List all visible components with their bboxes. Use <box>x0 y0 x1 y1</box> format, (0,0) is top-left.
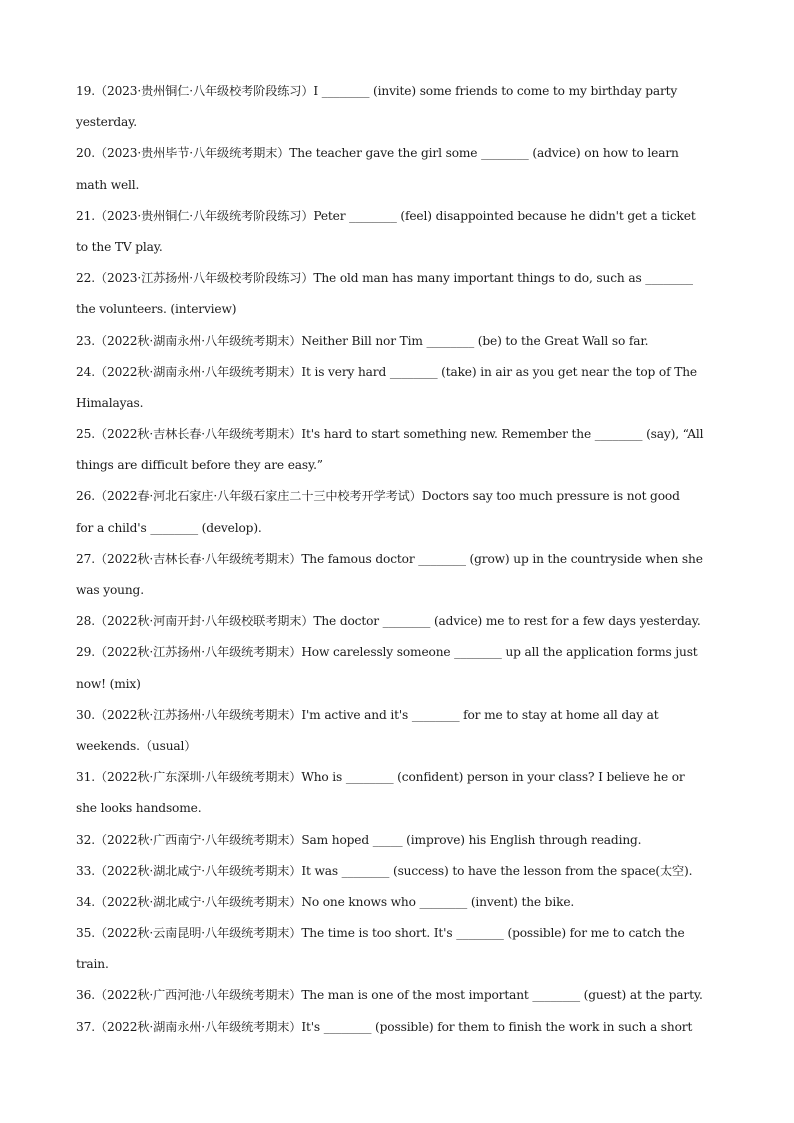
question-line: 20.（2023·贵州毕节·八年级统考期末）The teacher gave the girl some ________ (advice) on how to learn <box>76 146 679 161</box>
question-line: 21.（2023·贵州铜仁·八年级统考阶段练习）Peter ________ (feel) disappointed because he didn't get a ticket <box>76 208 696 223</box>
question-line: the volunteers. (interview) <box>76 302 237 317</box>
question-list <box>76 76 720 1043</box>
question-line: 25.（2022秋·吉林长春·八年级统考期末）It's hard to start something new. Remember the ________ (say), “All <box>76 427 704 442</box>
question-line: 24.（2022秋·湖南永州·八年级统考期末）It is very hard ________ (take) in air as you get near the top of The <box>76 364 697 379</box>
question-line: yesterday. <box>76 115 137 130</box>
question-line: 32.（2022秋·广西南宁·八年级统考期末）Sam hoped _____ (improve) his English through reading. <box>76 832 642 847</box>
question-line: 35.（2022秋·云南昆明·八年级统考期末）The time is too short. It's ________ (possible) for me to catch the <box>76 926 685 941</box>
question-line: to the TV play. <box>76 239 163 254</box>
question-line: 26.（2022春·河北石家庄·八年级石家庄二十三中校考开学考试）Doctors say too much pressure is not good <box>76 489 680 504</box>
question-line: Himalayas. <box>76 395 144 410</box>
question-line: math well. <box>76 177 140 192</box>
question-line: things are difficult before they are easy.” <box>76 458 323 473</box>
question-line: 28.（2022秋·河南开封·八年级校联考期末）The doctor ________ (advice) me to rest for a few days yesterday. <box>76 614 701 629</box>
question-line: now! (mix) <box>76 676 141 691</box>
question-line: 29.（2022秋·江苏扬州·八年级统考期末）How carelessly someone ________ up all the application forms just <box>76 645 698 660</box>
question-line: was young. <box>76 583 144 597</box>
question-line: 22.（2023·江苏扬州·八年级校考阶段练习）The old man has many important things to do, such as ________ <box>76 271 693 286</box>
question-line: train. <box>76 957 109 972</box>
question-line: she looks handsome. <box>76 801 202 816</box>
question-line: 19.（2023·贵州铜仁·八年级校考阶段练习）I ________ (invite) some friends to come to my birthday party <box>76 84 678 98</box>
question-line: 30.（2022秋·江苏扬州·八年级统考期末）I'm active and it's ________ for me to stay at home all day at <box>76 707 659 722</box>
question-line: 27.（2022秋·吉林长春·八年级统考期末）The famous doctor ________ (grow) up in the countryside when she <box>76 551 703 566</box>
question-line: 34.（2022秋·湖北咸宁·八年级统考期末）No one knows who ________ (invent) the bike. <box>76 894 575 909</box>
question-line: 33.（2022秋·湖北咸宁·八年级统考期末）It was ________ (success) to have the lesson from the space(太空). <box>76 863 693 878</box>
question-line: 23.（2022秋·湖南永州·八年级统考期末）Neither Bill nor Tim ________ (be) to the Great Wall so far. <box>76 333 649 348</box>
question-line: 37.（2022秋·湖南永州·八年级统考期末）It's ________ (possible) for them to finish the work in such a short <box>76 1019 693 1034</box>
question-line: 36.（2022秋·广西河池·八年级统考期末）The man is one of the most important ________ (guest) at the party. <box>76 988 703 1003</box>
question-line: 31.（2022秋·广东深圳·八年级统考期末）Who is ________ (confident) person in your class? I believe he or <box>76 770 685 785</box>
question-line: weekends.（usual） <box>76 738 197 753</box>
question-line: for a child's ________ (develop). <box>76 520 262 535</box>
